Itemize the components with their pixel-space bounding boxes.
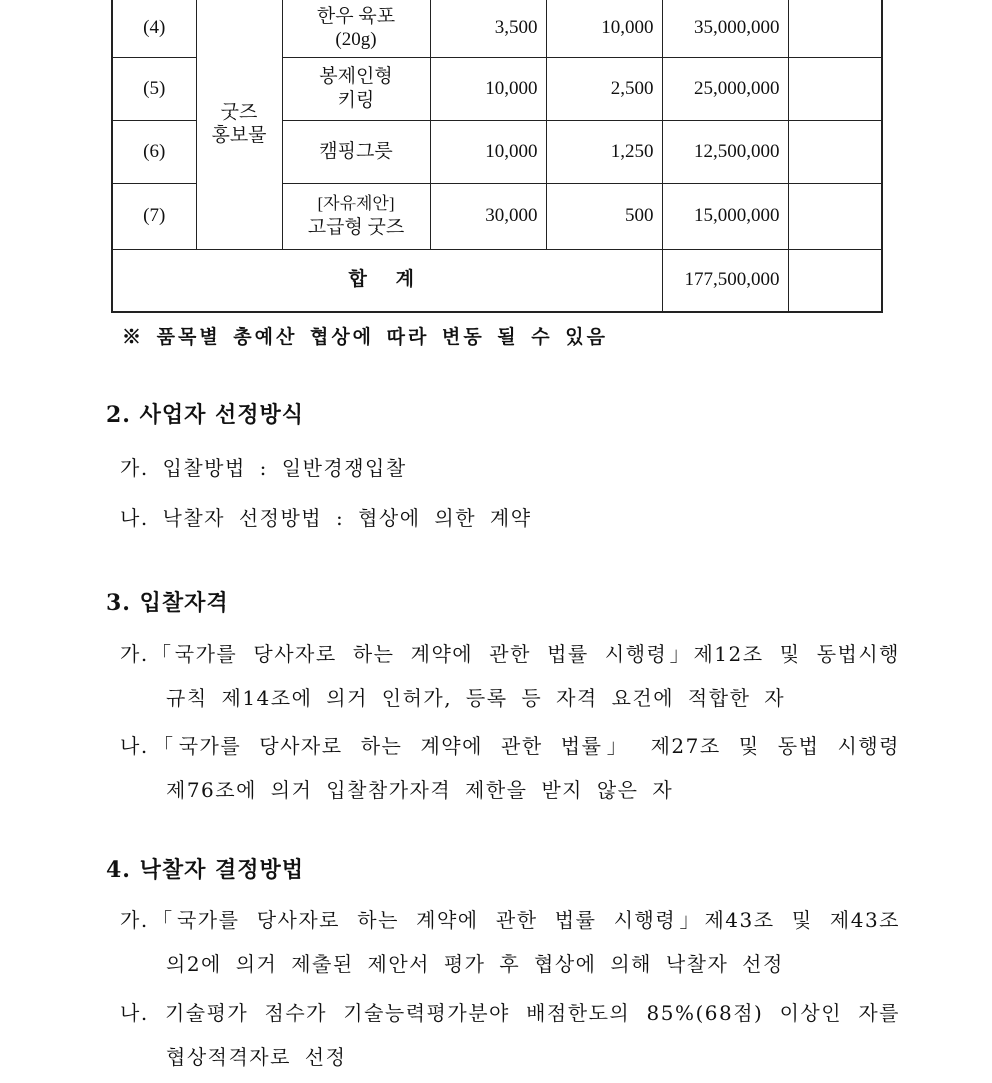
list-item-text: 가.「국가를 당사자로 하는 계약에 관한 법률 시행령」제12조 및 동법시행 xyxy=(120,642,900,666)
budget-note: ※ 품목별 총예산 협상에 따라 변동 될 수 있음 xyxy=(122,326,608,348)
unit-price-cell: 30,000 xyxy=(430,183,546,249)
total-label: 합 계 xyxy=(112,249,662,312)
item-name-cell xyxy=(282,0,430,57)
unit-price-cell: 3,500 xyxy=(430,0,546,57)
item-name-cell xyxy=(282,120,430,183)
item-name-line1: 봉제인형 xyxy=(319,65,393,87)
category-line2: 홍보물 xyxy=(211,125,267,147)
list-item xyxy=(120,632,900,720)
table-row xyxy=(112,0,882,57)
item-name-line2: (20g) xyxy=(335,29,377,51)
quantity-cell: 500 xyxy=(546,183,662,249)
row-number: (6) xyxy=(112,120,196,183)
list-item-continuation: 의2에 의거 제출된 제안서 평가 후 협상에 의해 낙찰자 선정 xyxy=(166,952,784,976)
row-number: (5) xyxy=(112,57,196,120)
amount-cell: 15,000,000 xyxy=(662,183,788,249)
budget-table-wrapper xyxy=(111,0,881,313)
list-item-text: 나. 낙찰자 선정방법 : 협상에 의한 계약 xyxy=(120,506,532,530)
total-remark-cell xyxy=(788,249,882,312)
remark-cell xyxy=(788,57,882,120)
list-item-continuation: 규칙 제14조에 의거 인허가, 등록 등 자격 요건에 적합한 자 xyxy=(166,686,786,710)
quantity-cell: 10,000 xyxy=(546,0,662,57)
item-name-line1: 캠핑그릇 xyxy=(319,140,393,162)
quantity-cell: 1,250 xyxy=(546,120,662,183)
list-item-text: 나.「국가를 당사자로 하는 계약에 관한 법률」 제27조 및 동법 시행령 xyxy=(120,734,900,758)
item-name-line1: [자유제안] xyxy=(317,194,395,214)
list-item xyxy=(120,496,900,540)
remark-cell xyxy=(788,183,882,249)
total-row xyxy=(112,249,882,312)
list-item-continuation: 제76조에 의거 입찰참가자격 제한을 받지 않은 자 xyxy=(166,778,674,802)
section-heading: 4. 낙찰자 결정방법 xyxy=(106,857,305,883)
category-line1: 굿즈 xyxy=(220,101,258,123)
remark-cell xyxy=(788,120,882,183)
item-name-line2: 키링 xyxy=(337,89,375,111)
row-number: (7) xyxy=(112,183,196,249)
item-name-cell xyxy=(282,57,430,120)
remark-cell xyxy=(788,0,882,57)
list-item-text: 가.「국가를 당사자로 하는 계약에 관한 법률 시행령」제43조 및 제43조 xyxy=(120,908,900,932)
section-heading: 2. 사업자 선정방식 xyxy=(106,402,305,428)
budget-table xyxy=(111,0,883,313)
list-item-text: 나. 기술평가 점수가 기술능력평가분야 배점한도의 85%(68점) 이상인 자를 xyxy=(120,1001,900,1025)
section-heading: 3. 입찰자격 xyxy=(106,590,229,616)
list-item-text: 가. 입찰방법 : 일반경쟁입찰 xyxy=(120,456,407,480)
item-name-line1: 한우 육포 xyxy=(316,5,396,27)
row-number: (4) xyxy=(112,0,196,57)
quantity-cell: 2,500 xyxy=(546,57,662,120)
unit-price-cell: 10,000 xyxy=(430,57,546,120)
amount-cell: 25,000,000 xyxy=(662,57,788,120)
amount-cell: 35,000,000 xyxy=(662,0,788,57)
item-name-cell xyxy=(282,183,430,249)
unit-price-cell: 10,000 xyxy=(430,120,546,183)
list-item-continuation: 협상적격자로 선정 xyxy=(166,1045,347,1069)
list-item xyxy=(120,898,900,986)
list-item xyxy=(120,724,900,812)
amount-cell: 12,500,000 xyxy=(662,120,788,183)
list-item xyxy=(120,446,900,490)
list-item xyxy=(120,991,900,1079)
category-cell xyxy=(196,0,282,249)
total-amount: 177,500,000 xyxy=(662,249,788,312)
item-name-line2: 고급형 굿즈 xyxy=(307,217,405,238)
